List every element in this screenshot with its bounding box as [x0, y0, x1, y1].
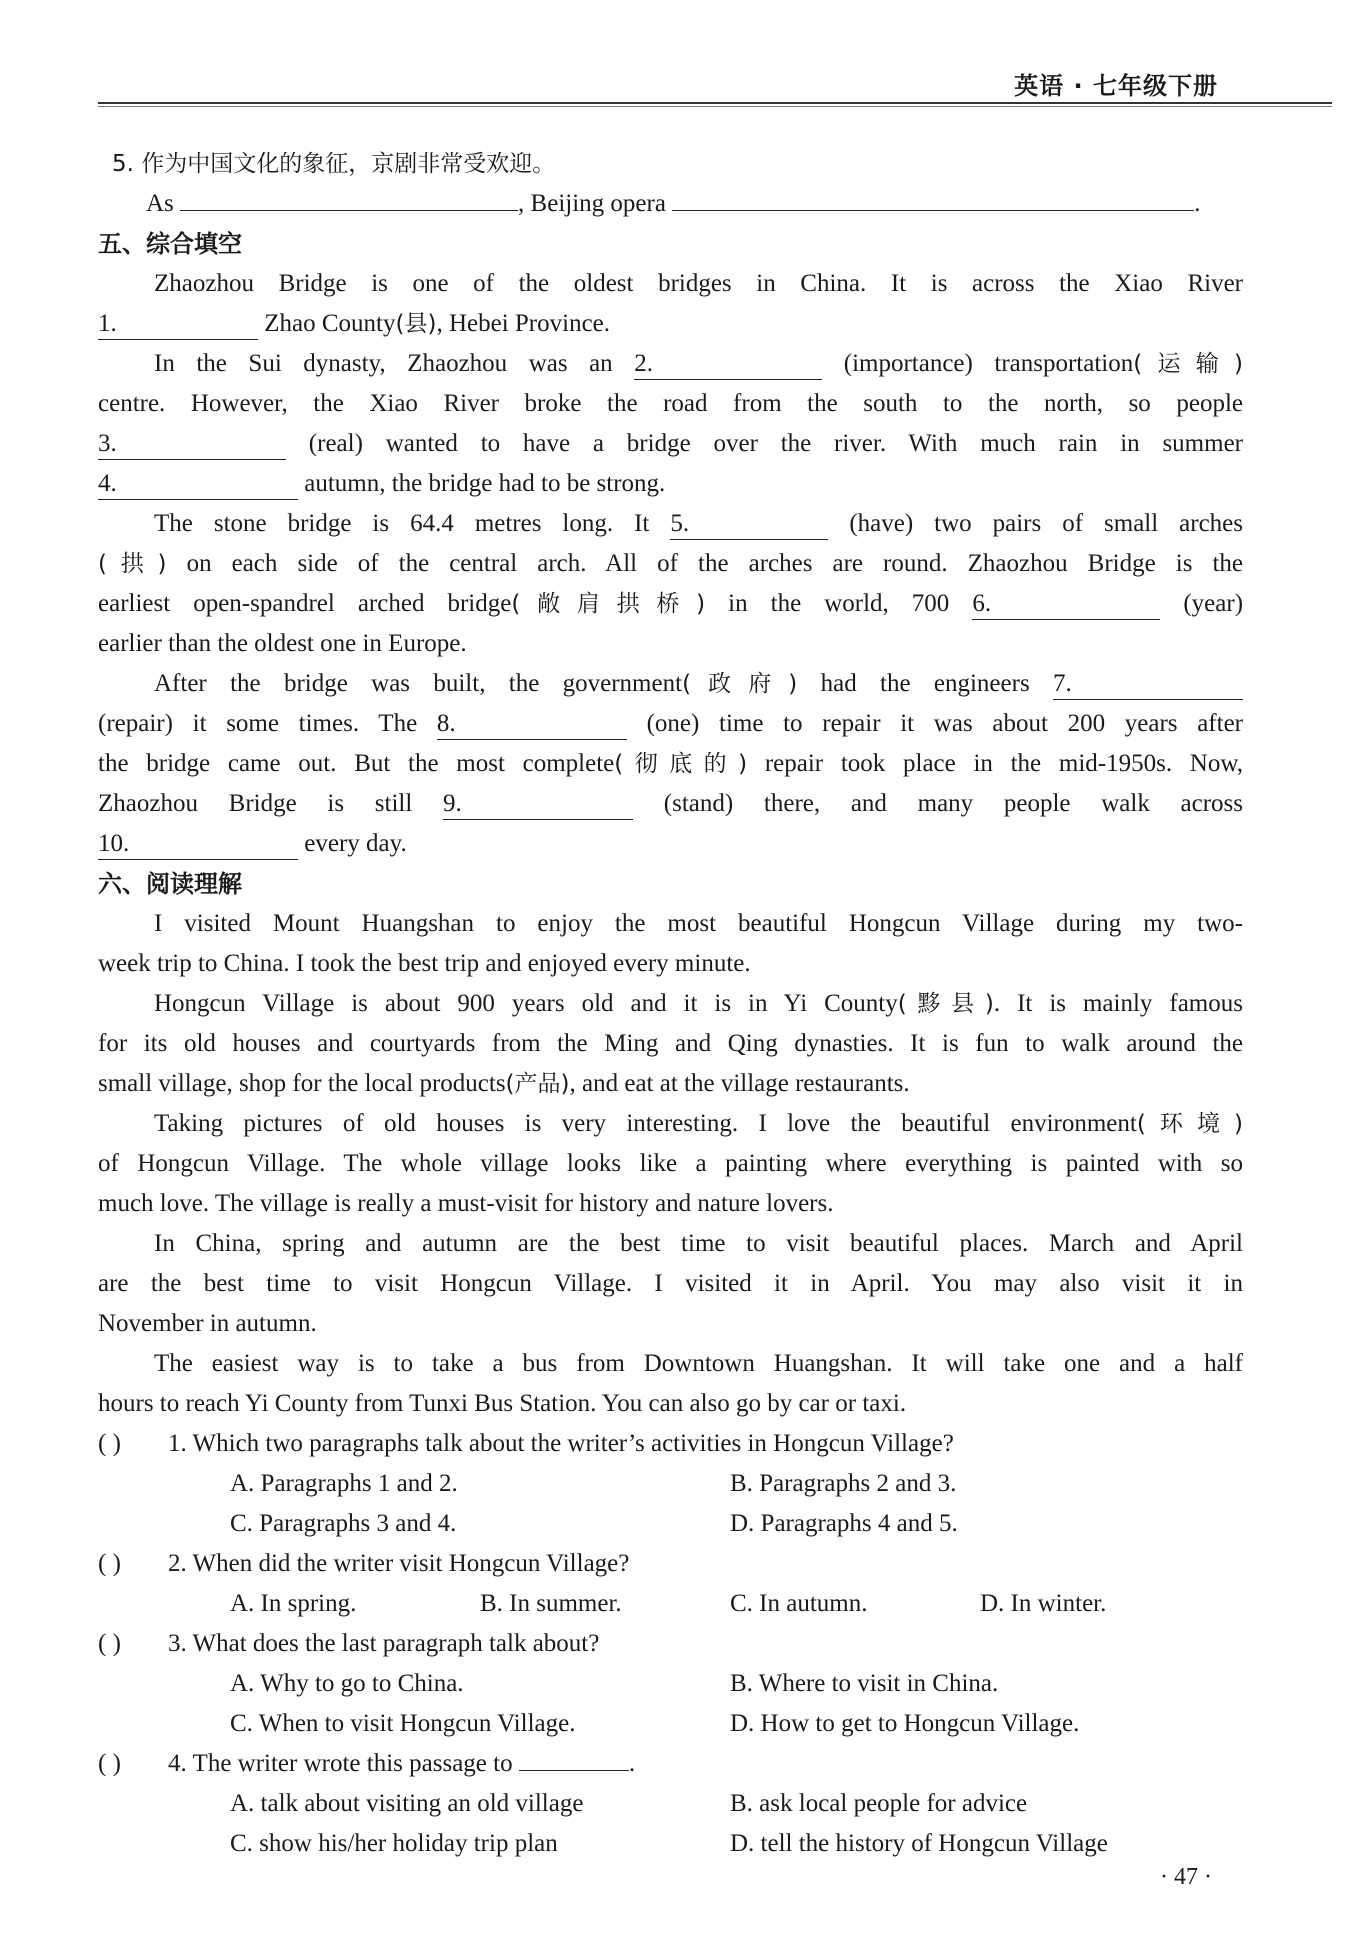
options-row: [98, 1704, 1243, 1744]
answer-blank[interactable]: [672, 210, 1194, 211]
option-b[interactable]: B. Paragraphs 2 and 3.: [730, 1470, 957, 1497]
paragraph-line: (repair) it some times. The 8. (one) time to repair it was about 200 years after: [98, 704, 1243, 744]
reading-paragraph: In China, spring and autumn are the best time to visit beautiful places. March and April: [154, 1230, 1243, 1257]
reading-paragraph: Hongcun Village is about 900 years old and it is in Yi County(黟县). It is mainly famous: [154, 990, 1243, 1017]
option-a[interactable]: A. Paragraphs 1 and 2.: [230, 1470, 458, 1497]
option-c[interactable]: C. show his/her holiday trip plan: [230, 1830, 558, 1857]
paragraph-line: (拱) on each side of the central arch. All of the arches are round. Zhaozhou Bridge is the: [98, 550, 1244, 577]
reading-paragraph-line: are the best time to visit Hongcun Village. I visited it in April. You may also visit it in: [98, 1270, 1243, 1297]
reading-paragraph: Taking pictures of old houses is very interesting. I love the beautiful environment(环境): [154, 1110, 1243, 1137]
answer-blank[interactable]: [180, 210, 518, 211]
option-b[interactable]: B. Where to visit in China.: [730, 1670, 999, 1697]
page-number: · 47 ·: [1160, 1864, 1212, 1890]
options-row: [98, 1664, 1243, 1704]
options-row: [98, 1584, 1243, 1624]
blank-10[interactable]: 10.: [98, 829, 298, 860]
blank-5[interactable]: 5.: [670, 509, 828, 540]
reading-paragraph-line: of Hongcun Village. The whole village looks like a painting where everything is painted with so: [98, 1150, 1243, 1177]
option-d[interactable]: D. In winter.: [980, 1590, 1107, 1617]
answer-paren[interactable]: ( ): [98, 1630, 121, 1657]
question-4: ( ) 4. The writer wrote this passage to .: [98, 1744, 1243, 1784]
answer-paren[interactable]: ( ): [98, 1430, 121, 1457]
option-d[interactable]: D. tell the history of Hongcun Village: [730, 1830, 1108, 1857]
reading-paragraph: I visited Mount Huangshan to enjoy the most beautiful Hongcun Village during my two-: [154, 910, 1243, 937]
paragraph-line: 4. autumn, the bridge had to be strong.: [98, 464, 1243, 504]
question-2: ( ) 2. When did the writer visit Hongcun Village?: [98, 1544, 1243, 1584]
reading-paragraph-line: small village, shop for the local products(产品), and eat at the village restaurants.: [98, 1070, 910, 1097]
reading-paragraph-line: much love. The village is really a must-visit for history and nature lovers.: [98, 1190, 834, 1217]
option-d[interactable]: D. Paragraphs 4 and 5.: [730, 1510, 958, 1537]
paragraph-line: earliest open-spandrel arched bridge(敞肩拱桥) in the world, 700 6. (year): [98, 584, 1243, 624]
paragraph-line: Zhaozhou Bridge is still 9. (stand) there, and many people walk across: [98, 784, 1243, 824]
blank-1[interactable]: 1.: [98, 309, 258, 340]
option-d[interactable]: D. How to get to Hongcun Village.: [730, 1710, 1080, 1737]
blank-3[interactable]: 3.: [98, 429, 286, 460]
option-b[interactable]: B. In summer.: [480, 1590, 622, 1617]
option-b[interactable]: B. ask local people for advice: [730, 1790, 1028, 1817]
translation-answer-line: As , Beijing opera .: [146, 190, 1201, 217]
paragraph-line: 1. Zhao County(县), Hebei Province.: [98, 304, 1243, 344]
paragraph: Zhaozhou Bridge is one of the oldest bridges in China. It is across the Xiao River: [154, 270, 1243, 297]
paragraph-line: the bridge came out. But the most complete(彻底的) repair took place in the mid-1950s. Now,: [98, 750, 1244, 777]
paragraph-line: earlier than the oldest one in Europe.: [98, 630, 467, 657]
blank-2[interactable]: 2.: [634, 349, 822, 380]
reading-paragraph-line: for its old houses and courtyards from the Ming and Qing dynasties. It is fun to walk around the: [98, 1030, 1243, 1057]
answer-blank[interactable]: [519, 1770, 629, 1771]
answer-paren[interactable]: ( ): [98, 1750, 121, 1777]
paragraph: After the bridge was built, the government(政府) had the engineers 7.: [98, 664, 1243, 704]
blank-9[interactable]: 9.: [443, 789, 633, 820]
reading-paragraph: The easiest way is to take a bus from Downtown Huangshan. It will take one and a half: [154, 1350, 1243, 1377]
option-a[interactable]: A. Why to go to China.: [230, 1670, 464, 1697]
paragraph: In the Sui dynasty, Zhaozhou was an 2. (importance) transportation(运输): [98, 344, 1243, 384]
section-heading: 六、阅读理解: [98, 870, 242, 898]
section-heading: 五、综合填空: [98, 230, 242, 258]
reading-paragraph-line: week trip to China. I took the best trip and enjoyed every minute.: [98, 950, 751, 977]
options-row: [98, 1784, 1243, 1824]
question-3: ( ) 3. What does the last paragraph talk about?: [98, 1624, 1243, 1664]
reading-paragraph-line: November in autumn.: [98, 1310, 317, 1337]
paragraph: The stone bridge is 64.4 metres long. It 5. (have) two pairs of small arches: [98, 504, 1243, 544]
header-rule-thin: [98, 106, 1332, 107]
paragraph-line: centre. However, the Xiao River broke the road from the south to the north, so people: [98, 390, 1243, 417]
blank-4[interactable]: 4.: [98, 469, 298, 500]
options-row: [98, 1824, 1243, 1864]
paragraph-line: 3. (real) wanted to have a bridge over the river. With much rain in summer: [98, 424, 1243, 464]
option-a[interactable]: A. talk about visiting an old village: [230, 1790, 584, 1817]
paragraph-line: 10. every day.: [98, 824, 1243, 864]
blank-6[interactable]: 6.: [972, 589, 1160, 620]
blank-7[interactable]: 7.: [1053, 669, 1243, 700]
option-c[interactable]: C. In autumn.: [730, 1590, 868, 1617]
options-row: [98, 1504, 1243, 1544]
reading-paragraph-line: hours to reach Yi County from Tunxi Bus Station. You can also go by car or taxi.: [98, 1390, 907, 1417]
translation-item: 5. 作为中国文化的象征，京剧非常受欢迎。: [112, 151, 556, 177]
options-row: [98, 1464, 1243, 1504]
option-c[interactable]: C. When to visit Hongcun Village.: [230, 1710, 576, 1737]
page-content: [98, 144, 1243, 1864]
header-title: 英语 · 七年级下册: [1014, 72, 1218, 100]
option-c[interactable]: C. Paragraphs 3 and 4.: [230, 1510, 457, 1537]
answer-paren[interactable]: ( ): [98, 1550, 121, 1577]
header-rule: [98, 102, 1332, 104]
blank-8[interactable]: 8.: [437, 709, 627, 740]
option-a[interactable]: A. In spring.: [230, 1590, 357, 1617]
question-1: ( ) 1. Which two paragraphs talk about the writer’s activities in Hongcun Village?: [98, 1424, 1243, 1464]
